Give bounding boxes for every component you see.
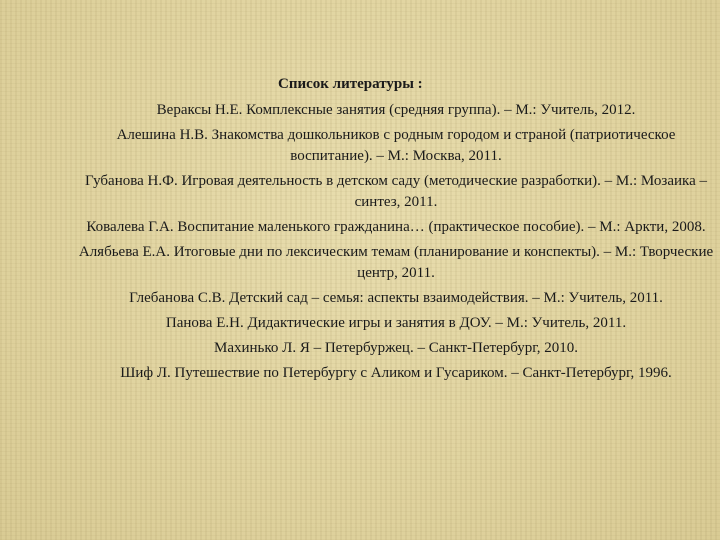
reference-list <box>76 100 716 388</box>
reference-item: Вераксы Н.Е. Комплексные занятия (средняя группа). – М.: Учитель, 2012. <box>156 102 636 118</box>
reference-item: Махинько Л. Я – Петербуржец. – Санкт-Петербург, 2010. <box>213 340 578 356</box>
reference-item: Ковалева Г.А. Воспитание маленького гражданина… (практическое пособие). – М.: Аркти, 2008. <box>86 219 706 235</box>
reference-item: Губанова Н.Ф. Игровая деятельность в детском саду (методические разработки). – М.: Мозаика – синтез, 2011. <box>85 173 707 210</box>
slide-title: Список литературы : <box>278 76 423 92</box>
reference-item: Шиф Л. Путешествие по Петербургу с Аликом и Гусариком. – Санкт-Петербург, 1996. <box>120 365 672 381</box>
reference-item: Алешина Н.В. Знакомства дошкольников с родным городом и страной (патриотическое воспитание). – М.: Москва, 2011. <box>116 127 676 164</box>
reference-item: Алябьева Е.А. Итоговые дни по лексическим темам (планирование и конспекты). – М.: Творческие центр, 2011. <box>78 244 714 281</box>
reference-item: Панова Е.Н. Дидактические игры и занятия в ДОУ. – М.: Учитель, 2011. <box>165 315 627 331</box>
reference-item: Глебанова С.В. Детский сад – семья: аспекты взаимодействия. – М.: Учитель, 2011. <box>129 290 663 306</box>
